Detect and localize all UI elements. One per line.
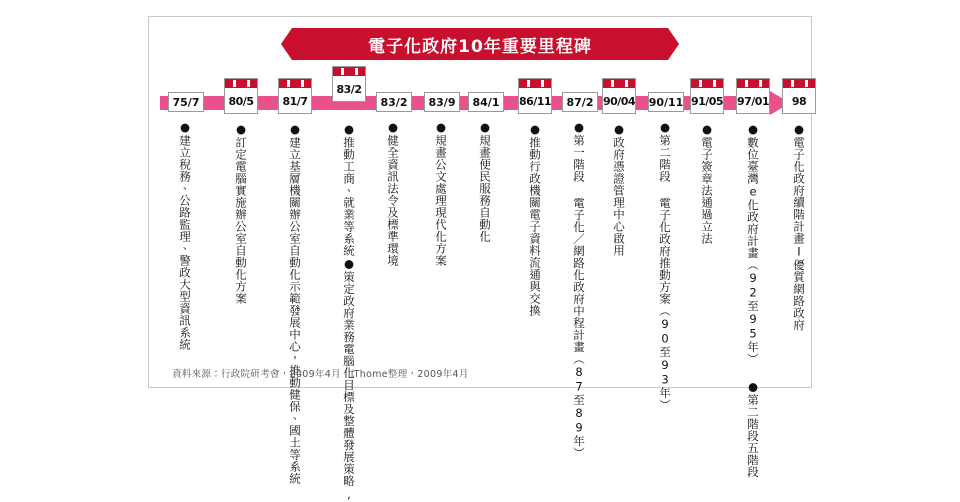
milestone-11: [690, 78, 724, 245]
calendar-icon-ring: [759, 80, 762, 87]
calendar-icon: [224, 78, 258, 114]
milestone-1: [224, 78, 258, 305]
milestone-2: [278, 78, 312, 485]
milestone-date-7: 86/11: [518, 94, 552, 108]
milestone-date-11: 91/05: [690, 94, 724, 108]
calendar-icon-ring: [699, 80, 702, 87]
calendar-icon-ring: [625, 80, 628, 87]
page-title: 電子化政府10年重要里程碑: [292, 28, 668, 60]
milestone-4: [376, 92, 410, 267]
milestone-date-9: 90/04: [602, 94, 636, 108]
milestone-text-0: ●建立稅務、公路監理、警政大型資訊系統: [178, 120, 192, 351]
calendar-icon-ring: [301, 80, 304, 87]
calendar-icon-ring: [355, 68, 358, 75]
milestone-date-12: 97/01: [736, 94, 770, 108]
calendar-icon-ring: [527, 80, 530, 87]
calendar-icon: [782, 78, 816, 114]
calendar-icon: [278, 78, 312, 114]
milestone-13: [782, 78, 816, 331]
calendar-icon: [602, 78, 636, 114]
milestone-text-13: ●電子化政府續階計畫Ⅰ優質網路政府: [792, 122, 806, 331]
calendar-icon-header: [333, 67, 365, 76]
calendar-icon: [332, 66, 366, 102]
milestone-date-6: 84/1: [468, 92, 504, 112]
milestone-text-12: ●數位臺灣e化政府計畫（92至95年） ●第二階段五階段: [746, 122, 760, 478]
milestone-text-3: ●推動工商、就業等系統●策定政府業務電腦化目標及整體發展策略,: [342, 122, 356, 502]
calendar-icon-ring: [713, 80, 716, 87]
milestone-text-7: ●推動行政機關電子資料流通與交換: [528, 122, 542, 317]
calendar-icon-ring: [791, 80, 794, 87]
milestone-date-10: 90/11: [648, 92, 684, 112]
calendar-icon-header: [279, 79, 311, 88]
milestone-text-1: ●訂定電腦實施辦公室自動化方案: [234, 122, 248, 305]
milestone-10: [648, 92, 684, 411]
calendar-icon-header: [603, 79, 635, 88]
milestone-date-3: 83/2: [336, 82, 362, 96]
milestone-date-2: 81/7: [282, 94, 308, 108]
calendar-icon-ring: [341, 68, 344, 75]
calendar-icon-ring: [611, 80, 614, 87]
milestone-text-11: ●電子簽章法通過立法: [700, 122, 714, 245]
milestone-6: [468, 92, 502, 243]
milestone-0: [168, 92, 202, 351]
milestone-date-5: 83/9: [424, 92, 460, 112]
calendar-icon-header: [519, 79, 551, 88]
milestone-9: [602, 78, 636, 257]
milestone-3: [332, 66, 366, 502]
calendar-icon-header: [737, 79, 769, 88]
milestone-text-8: ●第一階段 電子化／網路化政府中程計畫（87至89年）: [572, 120, 586, 459]
calendar-icon-ring: [805, 80, 808, 87]
milestone-text-4: ●健全資訊法令及標準環境: [386, 120, 400, 267]
milestone-7: [518, 78, 552, 317]
milestone-text-10: ●第二階段 電子化政府推動方案（90至93年）: [658, 120, 672, 411]
calendar-icon-header: [783, 79, 815, 88]
milestone-date-0: 75/7: [168, 92, 204, 112]
milestone-text-2: ●建立基層機關辦公室自動化示範發展中心，推動健保、國土等系統: [288, 122, 302, 485]
calendar-icon-ring: [247, 80, 250, 87]
calendar-icon-ring: [745, 80, 748, 87]
calendar-icon-ring: [541, 80, 544, 87]
calendar-icon: [518, 78, 552, 114]
milestone-date-13: 98: [791, 94, 807, 108]
milestone-text-6: ●規畫便民服務自動化: [478, 120, 492, 243]
calendar-icon: [736, 78, 770, 114]
calendar-icon-header: [691, 79, 723, 88]
milestone-12: [736, 78, 770, 478]
milestone-8: [562, 92, 596, 459]
milestone-text-9: ●政府憑證管理中心啟用: [612, 122, 626, 257]
milestone-date-4: 83/2: [376, 92, 412, 112]
calendar-icon-header: [225, 79, 257, 88]
source-note: 資料來源：行政院研考會，2009年4月，iThome整理，2009年4月: [172, 369, 469, 380]
calendar-icon-ring: [233, 80, 236, 87]
milestone-text-5: ●規畫公文處理現代化方案: [434, 120, 448, 267]
milestone-5: [424, 92, 458, 267]
calendar-icon: [690, 78, 724, 114]
calendar-icon-ring: [287, 80, 290, 87]
milestone-date-8: 87/2: [562, 92, 598, 112]
milestone-date-1: 80/5: [228, 94, 254, 108]
